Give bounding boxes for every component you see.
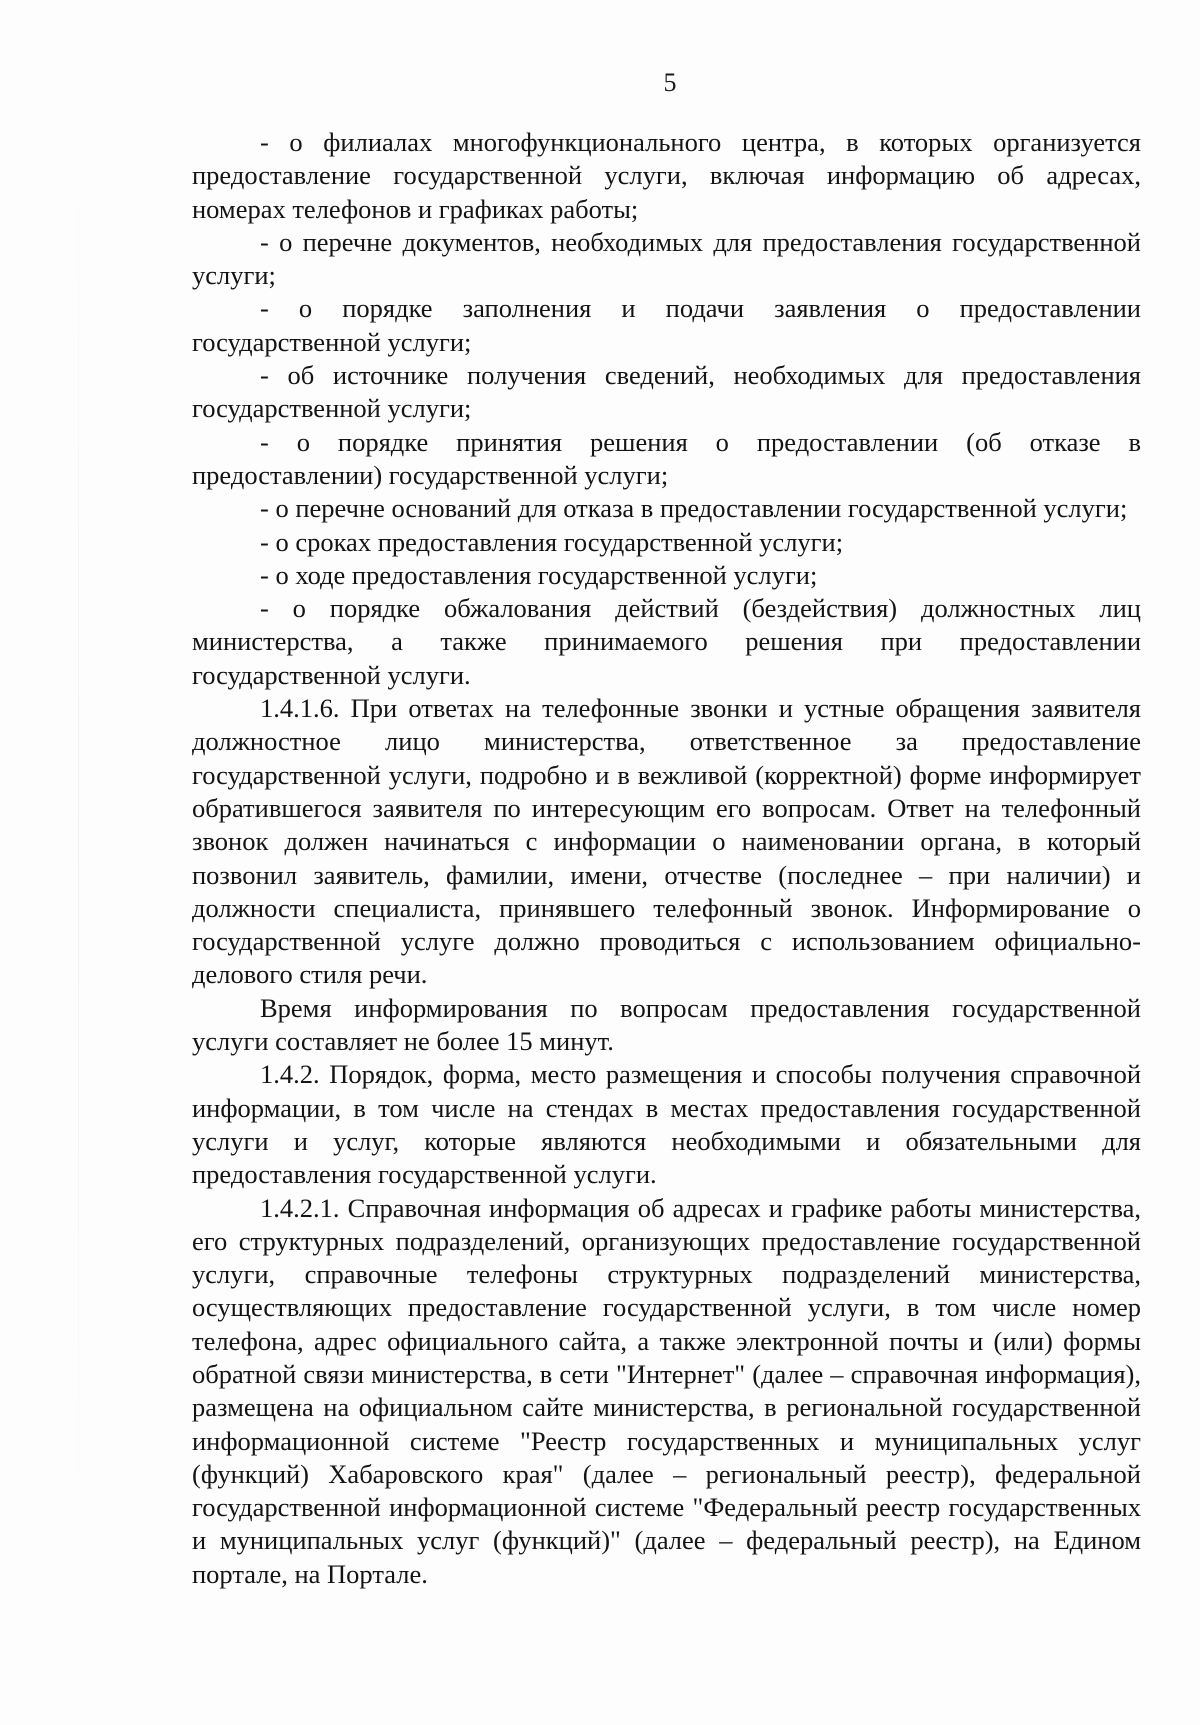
- paragraph-refusal-grounds: - о перечне оснований для отказа в предоставлении государственной услуги;: [260, 493, 1128, 524]
- paragraph-application-procedure: - о порядке заполнения и подачи заявления о предоставлении государственной услуги;: [192, 293, 1141, 357]
- paragraph-terms: - о сроках предоставления государственной услуги;: [260, 526, 844, 557]
- paragraph-1-4-2: 1.4.2. Порядок, форма, место размещения и способы получения справочной информации, в том числе на стендах в местах предоставления государственной услуги и услуг, которые являются необходимыми и обязательными для предоставления государственной услуги.: [192, 1059, 1141, 1190]
- paragraph-1-4-2-1: 1.4.2.1. Справочная информация об адресах и графике работы министерства, его структурных подразделений, организующих предоставление государственной услуги, справочные телефоны структурных подразделений министерства, осуществляющих предоставление государственной услуги, в том числе номер телефона, адрес официального сайта, а также электронной почты и (или) формы обратной связи министерства, в сети "Интернет" (далее – справочная информация), размещена на официальном сайте министерства, в региональной государственной информационной системе "Реестр государственных и муниципальных услуг (функций) Хабаровского края" (далее – региональный реестр), федеральной государственной информационной системе "Федеральный реестр государственных и муниципальных услуг (функций)" (далее – федеральный реестр), на Едином портале, на Портале.: [192, 1192, 1141, 1589]
- page-number: 5: [663, 68, 677, 97]
- paragraph-appeal-procedure: - о порядке обжалования действий (бездействия) должностных лиц министерства, а также принимаемого решения при предоставлении государственной услуги.: [192, 593, 1141, 690]
- paragraph-branches: - о филиалах многофункционального центра, в которых организуется предоставление государственной услуги, включая информацию об адресах, номерах телефонов и графиках работы;: [192, 127, 1141, 224]
- paragraph-information-source: - об источнике получения сведений, необходимых для предоставления государственной услуги;: [192, 360, 1141, 424]
- body-text: [192, 126, 1141, 1591]
- paragraph-documents-list: - о перечне документов, необходимых для предоставления государственной услуги;: [192, 226, 1141, 291]
- paragraph-decision-procedure: - о порядке принятия решения о предоставлении (об отказе в предоставлении) государственной услуги;: [192, 426, 1141, 490]
- scan-edge-shadow: [78, 60, 79, 1620]
- paragraph-informing-time: Время информирования по вопросам предоставления государственной услуги составляет не более 15 минут.: [192, 992, 1141, 1057]
- paragraph-progress: - о ходе предоставления государственной услуги;: [260, 559, 818, 590]
- paragraph-1-4-1-6: 1.4.1.6. При ответах на телефонные звонки и устные обращения заявителя должностное лицо министерства, ответственное за предоставление государственной услуги, подробно и в вежливой (корректной) форме информирует обратившегося заявителя по интересующим его вопросам. Ответ на телефонный звонок должен начинаться с информации о наименовании органа, в который позвонил заявитель, фамилии, имени, отчестве (последнее – при наличии) и должности специалиста, принявшего телефонный звонок. Информирование о государственной услуге должно проводиться с использованием официально-делового стиля речи.: [192, 693, 1141, 990]
